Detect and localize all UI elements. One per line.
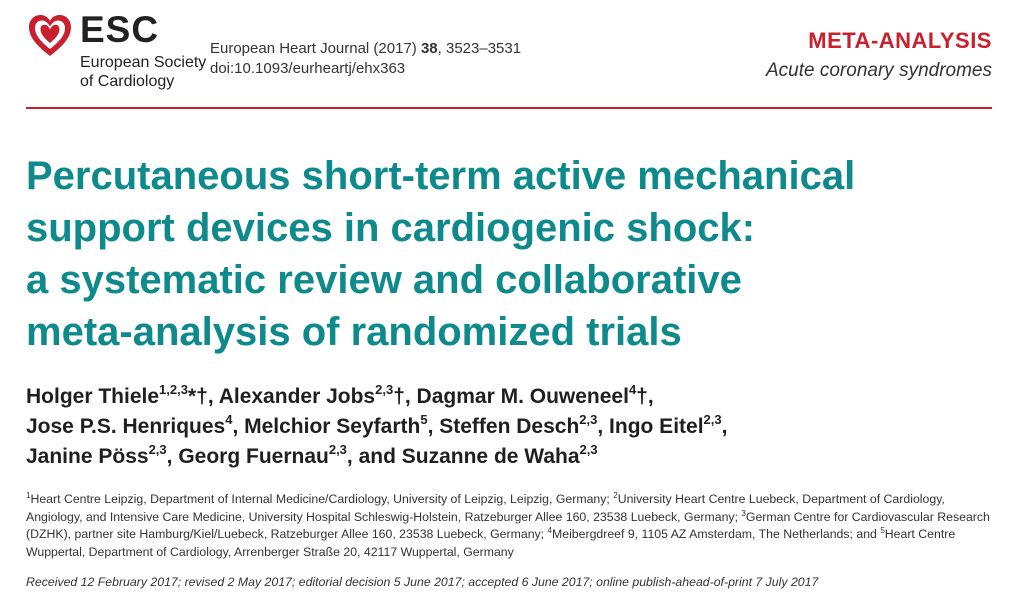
affiliation-text: Meibergdreef 9, 1105 AZ Amsterdam, The Netherlands; and bbox=[551, 527, 881, 541]
affiliation-marker: 5 bbox=[880, 526, 885, 535]
author-name[interactable]: Georg Fuernau bbox=[178, 445, 329, 468]
doi-link[interactable]: doi:10.1093/eurheartj/ehx363 bbox=[210, 60, 406, 77]
affiliation-marker: 3 bbox=[741, 508, 746, 518]
article-type: META-ANALYSIS bbox=[808, 28, 992, 53]
author-name[interactable]: Janine Pöss bbox=[26, 445, 149, 468]
brand-name: ESC bbox=[80, 9, 160, 50]
author-note-mark: *† bbox=[187, 385, 208, 408]
society-line-1: European Society bbox=[80, 54, 207, 71]
title-line: Percutaneous short-term active mechanical bbox=[26, 154, 856, 198]
author-affiliation-marks: 2,3 bbox=[148, 442, 167, 457]
author-affiliation-marks: 2,3 bbox=[579, 412, 598, 427]
affiliation-marker: 4 bbox=[547, 526, 552, 535]
author-line-1 bbox=[26, 382, 1006, 412]
affiliation-text: University Heart Centre Luebeck, Department of Cardiology, bbox=[617, 492, 945, 506]
affiliation-text: Angiology, and Intensive Care Medicine, University Hospital Schleswig-Holstein, Ratzeburger Allee 160, 23538 Luebeck, Germany; bbox=[26, 509, 742, 524]
author-affiliation-marks: 2,3 bbox=[703, 412, 722, 427]
article-section: Acute coronary syndromes bbox=[766, 60, 992, 81]
author-affiliation-marks: 1,2,3 bbox=[159, 382, 188, 397]
author-separator: , bbox=[427, 415, 440, 438]
author-affiliation-marks: 2,3 bbox=[375, 382, 394, 397]
affiliation-line bbox=[26, 509, 1001, 527]
article-title bbox=[26, 150, 986, 358]
journal-citation bbox=[210, 39, 521, 59]
author-note-mark: † bbox=[393, 385, 405, 408]
author-affiliation-marks: 4 bbox=[225, 412, 233, 427]
journal-volume: 38 bbox=[420, 40, 438, 57]
author-separator: , bbox=[597, 415, 610, 438]
journal-pages: , 3523–3531 bbox=[437, 40, 522, 57]
affiliation-marker: 2 bbox=[613, 491, 618, 500]
author-separator: , bbox=[232, 415, 245, 438]
affiliation-text: Heart Centre bbox=[884, 527, 956, 541]
author-name[interactable]: Melchior Seyfarth bbox=[244, 415, 421, 438]
affiliation-line bbox=[26, 526, 1001, 544]
society-name bbox=[80, 53, 206, 91]
author-name[interactable]: Jose P.S. Henriques bbox=[26, 415, 226, 438]
author-list bbox=[26, 382, 1006, 472]
author-separator: , bbox=[207, 385, 219, 408]
title-line: a systematic review and collaborative bbox=[26, 258, 742, 302]
author-note-mark: † bbox=[636, 385, 648, 408]
author-affiliation-marks: 2,3 bbox=[328, 442, 347, 457]
affiliation-line bbox=[26, 491, 1001, 509]
publication-history: Received 12 February 2017; revised 2 May 2017; editorial decision 5 June 2017; accepted 6 June 2017; online publish-ahead-of-print 7 July 2017 bbox=[26, 575, 819, 589]
title-line: support devices in cardiogenic shock: bbox=[26, 206, 756, 250]
affiliation-text: Wuppertal, Department of Cardiology, Arrenberger Straße 20, 42117 Wuppertal, Germany bbox=[26, 544, 514, 559]
title-line: meta-analysis of randomized trials bbox=[26, 310, 682, 354]
author-affiliation-marks: 4 bbox=[628, 382, 637, 397]
heart-logo-icon bbox=[26, 12, 74, 60]
affiliation-line bbox=[26, 544, 1001, 562]
author-name[interactable]: Steffen Desch bbox=[439, 415, 580, 438]
author-line-3 bbox=[26, 442, 1006, 472]
author-name[interactable]: Ingo Eitel bbox=[609, 415, 704, 438]
header-divider bbox=[26, 107, 992, 109]
affiliation-text: (DZHK), partner site Hamburg/Kiel/Luebeck, Ratzeburger Allee 160, 23538 Luebeck, Germany; bbox=[26, 527, 548, 541]
affiliation-text: Heart Centre Leipzig, Department of Internal Medicine/Cardiology, University of Leipzig, Leipzig, Germany; bbox=[30, 492, 614, 506]
journal-name: European Heart Journal (2017) bbox=[210, 40, 417, 57]
author-separator: , and bbox=[346, 445, 402, 468]
author-name[interactable]: Dagmar M. Ouweneel bbox=[416, 385, 629, 408]
affiliations bbox=[26, 491, 1001, 561]
society-line-2: of Cardiology bbox=[80, 73, 175, 90]
author-affiliation-marks: 5 bbox=[420, 412, 428, 427]
author-separator: , bbox=[647, 385, 654, 408]
author-name[interactable]: Holger Thiele bbox=[26, 385, 160, 408]
author-separator: , bbox=[404, 385, 417, 408]
author-separator: , bbox=[166, 445, 179, 468]
author-name[interactable]: Alexander Jobs bbox=[218, 385, 376, 408]
author-line-2 bbox=[26, 412, 1006, 442]
author-affiliation-marks: 2,3 bbox=[579, 442, 598, 457]
author-separator: , bbox=[721, 415, 728, 438]
affiliation-marker: 1 bbox=[26, 491, 31, 500]
author-name[interactable]: Suzanne de Waha bbox=[401, 445, 580, 468]
affiliation-text: German Centre for Cardiovascular Research bbox=[745, 509, 990, 524]
